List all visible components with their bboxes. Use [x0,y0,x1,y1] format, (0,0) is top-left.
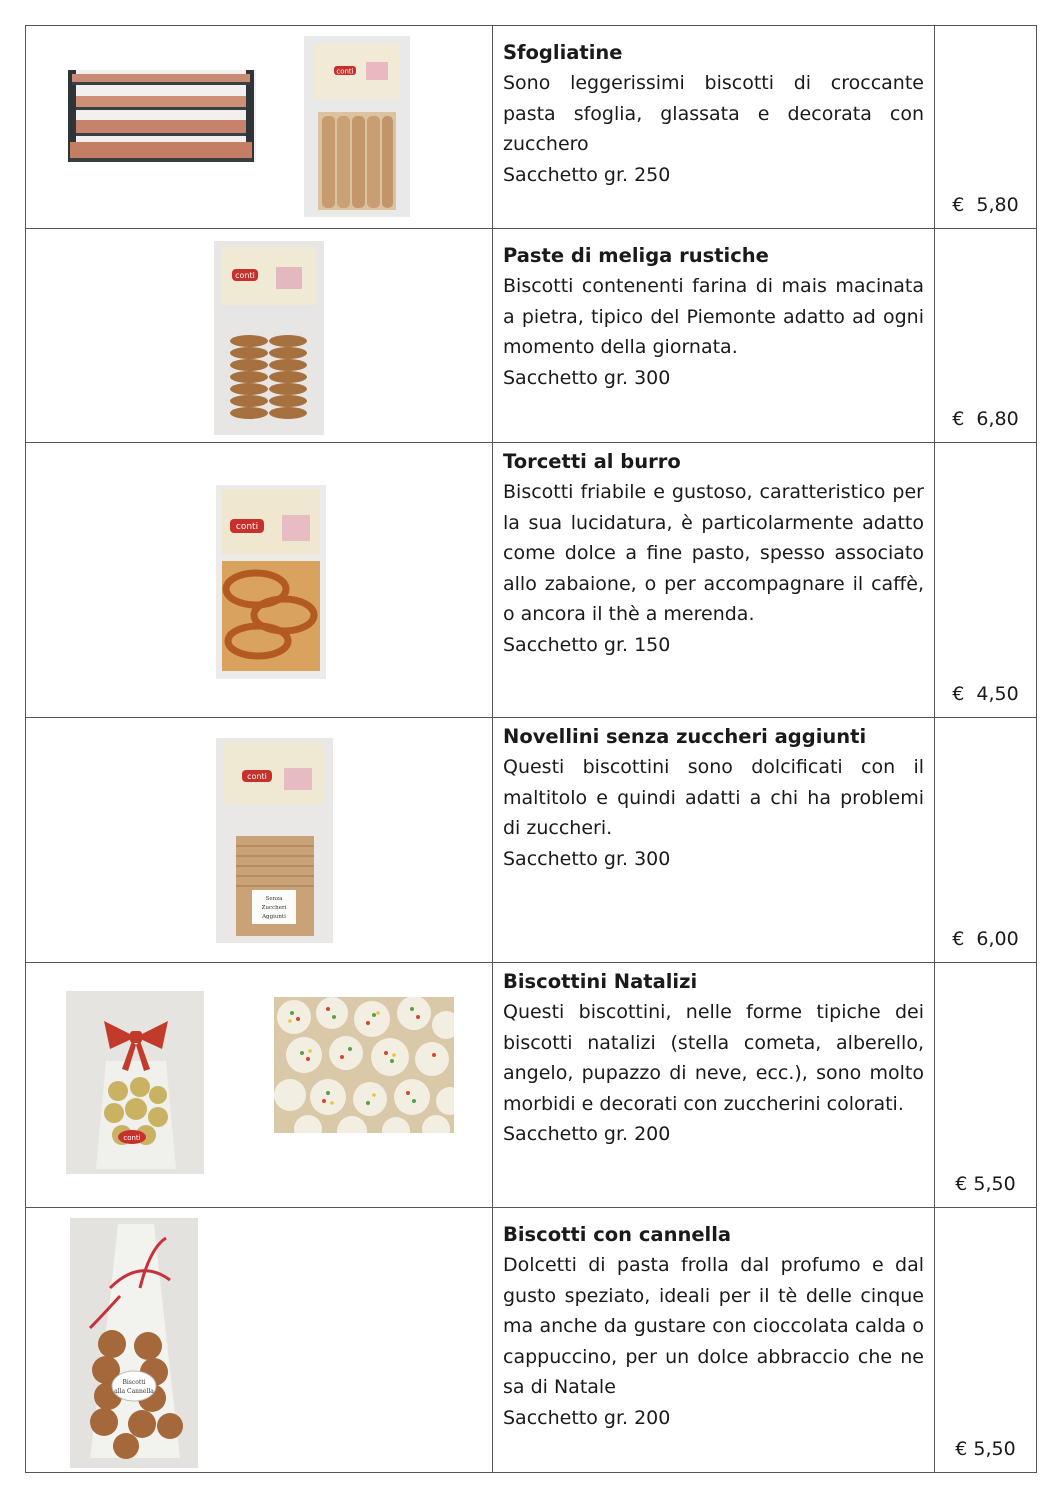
product-package: Sacchetto gr. 250 [503,163,671,186]
product-price-cell [935,718,1037,963]
product-description-cell [493,963,935,1208]
product-row [26,1208,1037,1473]
product-description: Sono leggerissimi biscotti di croccante pasta sfoglia, glassata e decorata con zucchero [503,72,924,155]
svg-text:conti: conti [336,67,354,76]
product-title: Paste di meliga rustiche [503,244,769,267]
svg-text:alla Cannella: alla Cannella [114,1388,154,1395]
product-description: Questi biscottini, nelle forme tipiche dei biscotti natalizi (stella cometa, alberello, angelo, pupazzo di neve, ecc.), sono molto morbidi e decorati con zuccherini colorati. [503,1001,924,1115]
product-title: Biscotti con cannella [503,1223,732,1246]
svg-text:conti: conti [247,772,267,781]
svg-text:Senza: Senza [265,896,283,902]
natalizi-cookies-photo [274,997,454,1133]
product-table [25,25,1037,1473]
product-price: € 6,80 [952,408,1019,430]
product-description-cell [493,1208,935,1473]
product-description: Questi biscottini sono dolcificati con il maltitolo e quindi adatti a chi ha problemi di zuccheri. [503,756,924,839]
product-price-cell [935,229,1037,443]
product-package: Sacchetto gr. 300 [503,366,671,389]
svg-text:Aggiunti: Aggiunti [262,914,286,920]
product-image-cell [26,26,493,229]
product-image-cell [26,1208,493,1473]
svg-text:Zuccheri: Zuccheri [261,905,287,911]
product-price-cell [935,26,1037,229]
meliga-bag-photo [214,241,324,435]
product-row [26,718,1037,963]
product-description-cell [493,26,935,229]
product-price: € 5,50 [955,1173,1016,1195]
product-image-cell [26,963,493,1208]
product-image-cell [26,443,493,718]
product-description-cell [493,718,935,963]
product-price: € 6,00 [952,928,1019,950]
svg-text:Biscotti: Biscotti [122,1379,146,1386]
sfogliatine-bag-photo [304,36,410,217]
product-title: Novellini senza zuccheri aggiunti [503,725,867,748]
natalizi-bag-photo [66,991,204,1174]
svg-text:conti: conti [235,522,259,532]
product-title: Biscottini Natalizi [503,970,698,993]
novellini-bag-photo [216,738,333,943]
baking-rack-photo [68,70,256,162]
product-title: Torcetti al burro [503,450,681,473]
product-row [26,443,1037,718]
product-package: Sacchetto gr. 150 [503,633,671,656]
product-image-cell [26,229,493,443]
product-price: € 5,50 [955,1438,1016,1460]
product-price-cell [935,963,1037,1208]
product-description: Biscotti contenenti farina di mais macinata a pietra, tipico del Piemonte adatto ad ogni momento della giornata. [503,275,924,358]
product-price-cell [935,1208,1037,1473]
product-price-cell [935,443,1037,718]
torcetti-bag-photo [216,485,326,679]
product-package: Sacchetto gr. 300 [503,847,671,870]
product-title: Sfogliatine [503,41,623,64]
product-description: Biscotti friabile e gustoso, caratteristico per la sua lucidatura, è particolarmente adatto come dolce a fine pasto, spesso associato allo zabaione, o per accompagnare il caffè, o ancora il thè a merenda. [503,481,924,625]
product-description: Dolcetti di pasta frolla dal profumo e dal gusto speziato, ideali per il tè delle cinque ma anche da gustare con cioccolata calda o cappuccino, per un dolce abbraccio che ne sa di Natale [503,1254,924,1398]
svg-text:conti: conti [123,1134,141,1142]
product-package: Sacchetto gr. 200 [503,1406,671,1429]
product-price: € 5,80 [952,194,1019,216]
product-price: € 4,50 [952,683,1019,705]
svg-text:conti: conti [235,271,255,280]
product-row [26,963,1037,1208]
cannella-bag-photo [70,1218,198,1468]
product-image-cell [26,718,493,963]
product-package: Sacchetto gr. 200 [503,1123,671,1145]
product-row [26,229,1037,443]
product-description-cell [493,443,935,718]
product-description-cell [493,229,935,443]
product-row [26,26,1037,229]
